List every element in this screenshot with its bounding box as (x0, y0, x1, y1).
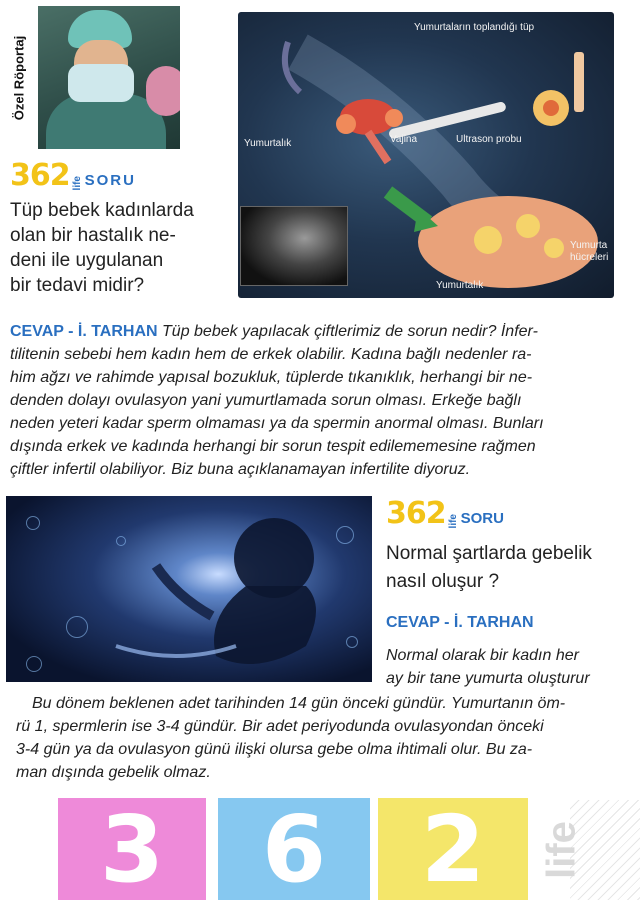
label-probe: Ultrason probu (456, 134, 522, 145)
footer-digit-6: 6 (218, 798, 370, 900)
footer-digit-2: 2 (378, 798, 528, 900)
label-vagina: Vajina (390, 134, 418, 145)
question-2: Normal şartlarda gebelik nasıl oluşur ? (386, 543, 592, 592)
answer-2-heading: CEVAP - İ. TARHAN (386, 614, 534, 631)
answer-1-heading: CEVAP - İ. TARHAN (10, 323, 158, 340)
label-ovary-bottom: Yumurtalık (436, 280, 484, 291)
answer-2-intro: Normal olarak bir kadın her ay bir tane yumurta oluşturur (386, 647, 590, 687)
label-eggs: Yumurta hücreleri (570, 240, 609, 263)
footer-digit-3: 3 (58, 798, 206, 900)
answer-2-body: Bu dönem beklenen adet tarihinden 14 gün önceki gündür. Yumurtanın öm- rü 1, spermlerin ise 3-4 gündür. Bir adet periyodunda ovulasyondan önceki 3-4 gün ya da ovulasyon günü ilişki olursa gebe olma ihtimali olur. Bu za- man dışında gebelik olmaz. (16, 695, 566, 781)
label-ovary-left: Yumurtalık (244, 138, 292, 149)
footer-life: life (539, 821, 584, 879)
brand-logo-1: 362 life SORU (10, 158, 136, 193)
label-tube: Yumurtaların toplandığı tüp (414, 22, 535, 33)
ultrasound-image (240, 206, 348, 286)
answer-1: CEVAP - İ. TARHAN Tüp bebek yapılacak çiftlerimiz de sorun nedir? İnfer- tilitenin sebebi hem kadın hem de erkek olabilir. Kadına bağlı nedenler ra- him ağzı ve rahimde yapısal bozukluk, tüplerde tıkanıklık, herhangi bir ne- denden dolayı ovulasyon yani yumurtlamada sorun olması. Erkeğe bağlı neden yeteri kadar sperm olmaması ya da spermin anormal olması. Bunları dışında erkek ve kadında herhangi bir sorun tespit edilememesine rağmen çiftler infertil olabiliyor. Biz buna açıklanamayan infertilite diyoruz. (10, 323, 544, 478)
brand-logo-2: 362 life SORU (386, 496, 504, 531)
doctor-photo (38, 6, 180, 149)
question-1: Tüp bebek kadınlarda olan bir hastalık ne- deni ile uygulanan bir tedavi midir? (10, 200, 194, 296)
side-label: Özel Röportaj (11, 35, 27, 121)
fetus-image (6, 496, 372, 682)
